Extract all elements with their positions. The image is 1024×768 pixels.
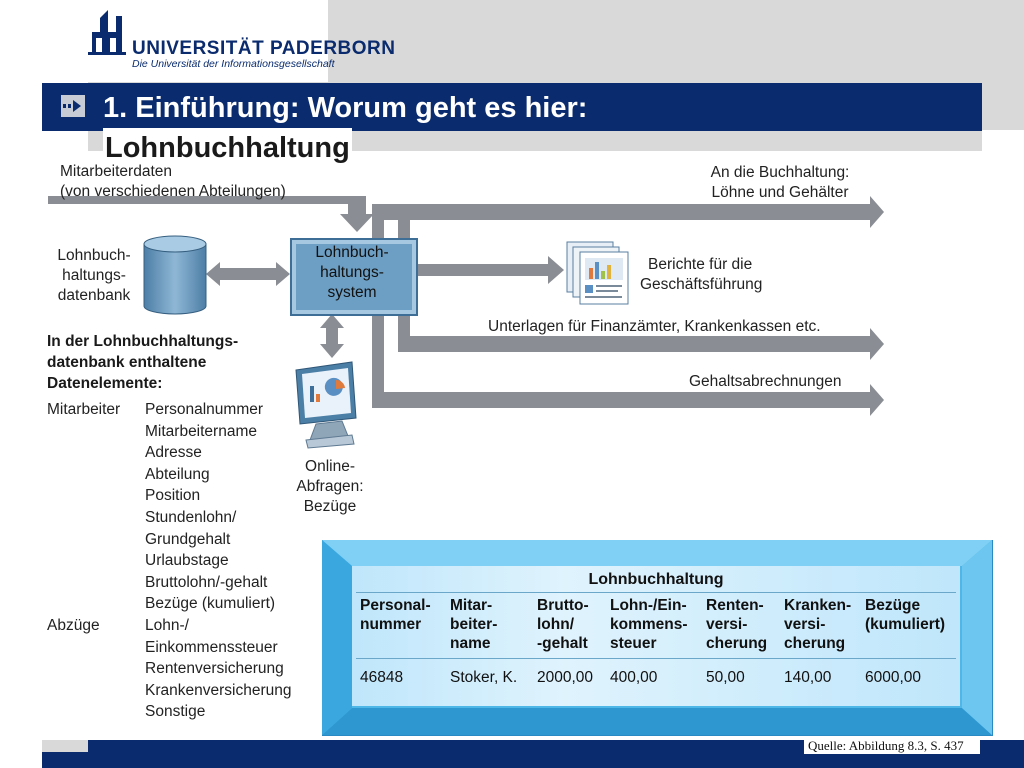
list-item: Adresse <box>145 444 202 462</box>
reports-label: Berichte für die Geschäftsführung <box>640 256 763 293</box>
slide-title-line2: Lohnbuchhaltung <box>103 128 352 168</box>
table-header-cell: Mitar- beiter- name <box>450 597 498 652</box>
table-header-cell: Lohn-/Ein- kommens- steuer <box>610 597 688 652</box>
database-icon <box>142 234 208 316</box>
group-employee-label: Mitarbeiter <box>47 401 121 418</box>
table-cell: 400,00 <box>610 669 658 686</box>
list-item: Bezüge (kumuliert) <box>145 595 276 613</box>
database-label: Lohnbuch- haltungs- datenbank <box>57 247 131 304</box>
list-item: Grundgehalt <box>145 530 231 548</box>
employee-items-list <box>145 399 275 615</box>
reports-document-icon <box>565 240 633 306</box>
table-cell: 46848 <box>360 669 404 686</box>
table-header-cell: Renten- versi- cherung <box>706 597 768 652</box>
input-label: Mitarbeiterdaten (von verschiedenen Abteilungen) <box>60 163 286 200</box>
accounting-label: An die Buchhaltung: Löhne und Gehälter <box>710 164 850 201</box>
table-header-cell: Kranken- versi- cherung <box>784 597 852 652</box>
table-header-cell: Personal- nummer <box>360 597 431 633</box>
list-item: Krankenversicherung <box>145 681 292 699</box>
table-title-divider <box>356 592 956 593</box>
list-item: Personalnummer <box>145 401 264 418</box>
table-cell: 2000,00 <box>537 669 594 686</box>
payslips-label: Gehaltsabrechnungen <box>689 373 842 390</box>
table-cell: 140,00 <box>784 669 832 686</box>
db-system-arrow <box>206 262 290 286</box>
table-cell: 50,00 <box>706 669 745 686</box>
reports-arrow <box>414 256 564 284</box>
table-cell: Stoker, K. <box>450 669 518 686</box>
table-header-cell: Brutto- lohn/ -gehalt <box>537 597 589 652</box>
list-item: Einkommenssteuer <box>145 638 278 656</box>
list-item: Urlaubstage <box>145 552 229 570</box>
list-item: Mitarbeitername <box>145 422 257 440</box>
table-cell: 6000,00 <box>865 669 922 686</box>
data-elements-heading: In der Lohnbuchhaltungs- datenbank enthaltene Datenelemente: <box>47 333 239 392</box>
table-header-cell: Bezüge (kumuliert) <box>865 597 946 633</box>
list-item: Rentenversicherung <box>145 660 284 678</box>
list-item: Sonstige <box>145 703 206 721</box>
source-citation: Quelle: Abbildung 8.3, S. 437 <box>808 738 964 753</box>
documents-label: Unterlagen für Finanzämter, Krankenkassen etc. <box>488 318 821 335</box>
table-header-divider <box>356 658 956 659</box>
university-name: UNIVERSITÄT PADERBORN <box>132 38 396 59</box>
group-deductions-label: Abzüge <box>47 617 100 634</box>
online-label: Online- Abfragen: Bezüge <box>296 458 364 515</box>
monitor-icon <box>292 360 364 450</box>
table-title: Lohnbuchhaltung <box>588 571 724 588</box>
list-item: Stundenlohn/ <box>145 508 237 526</box>
university-subtitle: Die Universität der Informationsgesellschaft <box>132 58 335 70</box>
list-item: Bruttolohn/-gehalt <box>145 573 268 591</box>
slide-title: 1. Einführung: Worum geht es hier: <box>103 92 588 124</box>
list-item: Position <box>145 487 201 505</box>
list-item: Lohn-/ <box>145 617 189 634</box>
list-item: Abteilung <box>145 465 210 483</box>
system-online-arrow <box>320 314 344 358</box>
footer-accent <box>42 740 88 752</box>
deduction-items-list <box>145 615 291 723</box>
payroll-system-label: Lohnbuch- haltungs- system <box>315 244 389 301</box>
